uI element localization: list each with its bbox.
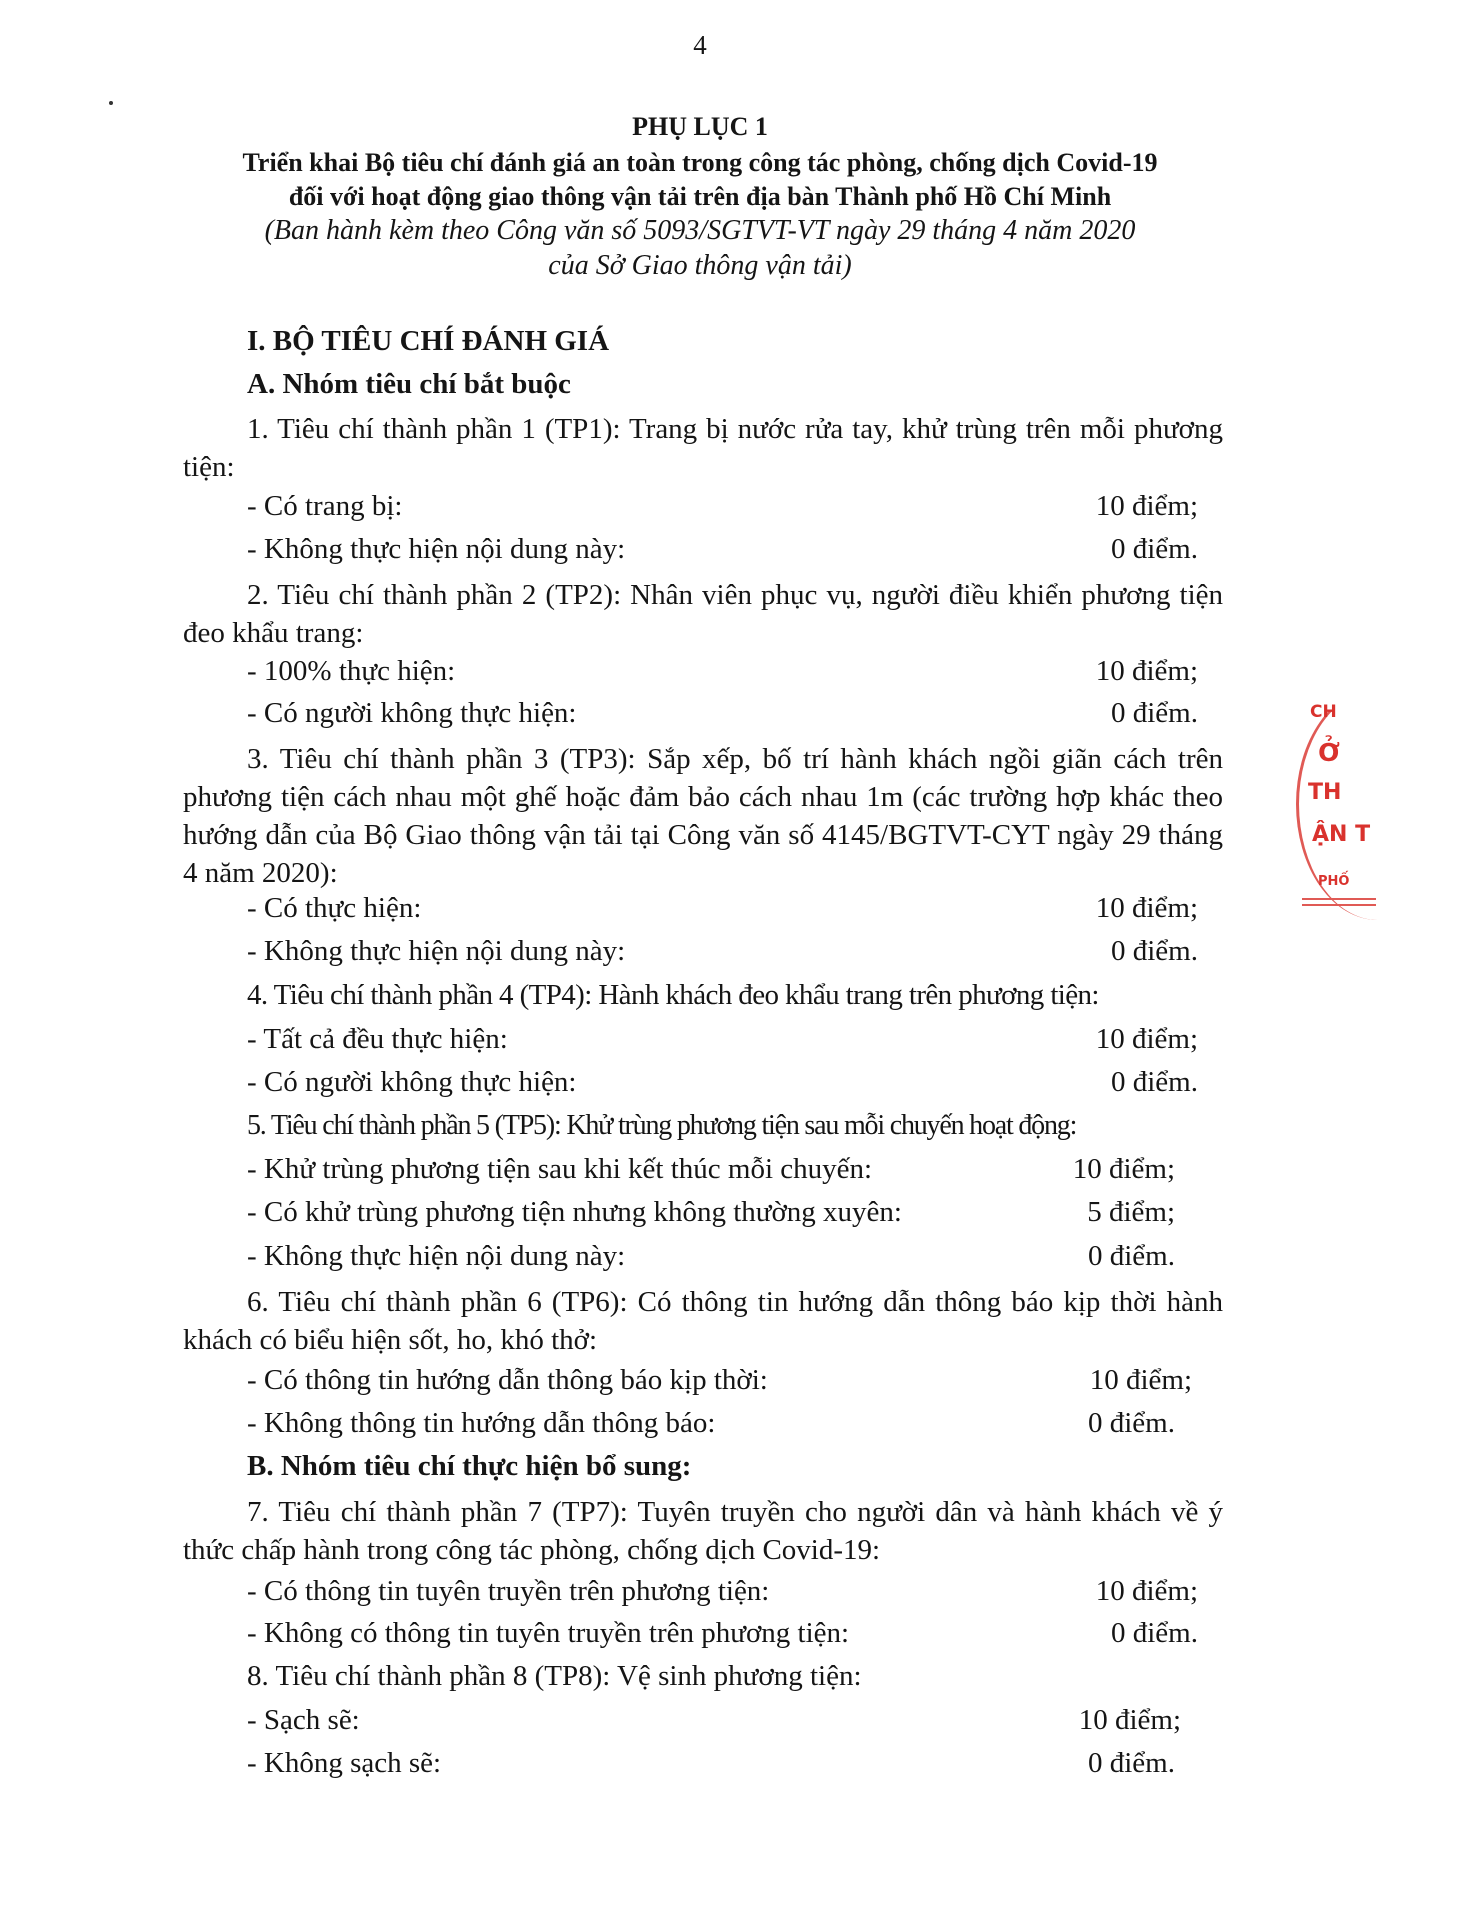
criterion-2-points-1: 10 điểm; (1095, 655, 1198, 687)
criterion-2-option-2: - Có người không thực hiện: (247, 697, 577, 729)
criterion-1-points-1: 10 điểm; (1095, 490, 1198, 522)
seal-text-fragment-5: PHỐ (1318, 874, 1350, 889)
criterion-7-option-1: - Có thông tin tuyên truyền trên phương tiện: (247, 1575, 770, 1607)
criterion-3-option-2: - Không thực hiện nội dung này: (247, 935, 626, 967)
criterion-8-option-1: - Sạch sẽ: (247, 1704, 360, 1736)
criterion-7-points-2: 0 điểm. (1111, 1617, 1198, 1649)
page-number: 4 (693, 30, 707, 60)
criterion-8-points-1: 10 điểm; (1078, 1704, 1181, 1736)
seal-text-fragment-3: TH (1308, 780, 1342, 805)
criterion-8-text: 8. Tiêu chí thành phần 8 (TP8): Vệ sinh phương tiện: (247, 1660, 862, 1692)
criterion-5-text: 5. Tiêu chí thành phần 5 (TP5): Khử trùng phương tiện sau mỗi chuyến hoạt động: (247, 1110, 1077, 1141)
criterion-1-text: 1. Tiêu chí thành phần 1 (TP1): Trang bị nước rửa tay, khử trùng trên mỗi phương tiện: (183, 413, 1223, 483)
appendix-subtitle-line1: Triển khai Bộ tiêu chí đánh giá an toàn trong công tác phòng, chống dịch Covid-19 (242, 148, 1158, 177)
criterion-3-points-1: 10 điểm; (1095, 892, 1198, 924)
criterion-7-points-1: 10 điểm; (1095, 1575, 1198, 1607)
criterion-4-option-1: - Tất cả đều thực hiện: (247, 1023, 508, 1055)
official-seal-stamp (1296, 688, 1376, 918)
criterion-3-option-1: - Có thực hiện: (247, 892, 422, 924)
criterion-5-points-1: 10 điểm; (1072, 1153, 1175, 1185)
criterion-6-points-2: 0 điểm. (1088, 1407, 1175, 1439)
seal-text-fragment-1: CH (1310, 702, 1337, 722)
seal-text-fragment-2: Ở (1318, 738, 1340, 767)
scan-speck (109, 101, 113, 105)
criterion-6-points-1: 10 điểm; (1089, 1364, 1192, 1396)
criterion-7-option-2: - Không có thông tin tuyên truyền trên phương tiện: (247, 1617, 850, 1649)
issued-note-line2: của Sở Giao thông vận tải) (548, 250, 852, 281)
seal-rule-2 (1302, 904, 1376, 906)
seal-rule-1 (1302, 898, 1376, 900)
group-b-title: B. Nhóm tiêu chí thực hiện bổ sung: (247, 1450, 692, 1482)
criterion-1-option-1: - Có trang bị: (247, 490, 403, 522)
criterion-4-text: 4. Tiêu chí thành phần 4 (TP4): Hành khách đeo khẩu trang trên phương tiện: (247, 979, 1099, 1011)
criterion-3-points-2: 0 điểm. (1111, 935, 1198, 967)
group-a-title: A. Nhóm tiêu chí bắt buộc (247, 368, 571, 400)
criterion-5-option-3: - Không thực hiện nội dung này: (247, 1240, 626, 1272)
criterion-8-option-2: - Không sạch sẽ: (247, 1747, 442, 1779)
appendix-title: PHỤ LỤC 1 (632, 112, 768, 141)
criterion-4-points-1: 10 điểm; (1095, 1023, 1198, 1055)
criterion-4-option-2: - Có người không thực hiện: (247, 1066, 577, 1098)
criterion-5-option-1: - Khử trùng phương tiện sau khi kết thúc mỗi chuyến: (247, 1153, 873, 1185)
criterion-2-option-1: - 100% thực hiện: (247, 655, 456, 687)
criterion-7-text: 7. Tiêu chí thành phần 7 (TP7): Tuyên truyền cho người dân và hành khách về ý thức chấp hành trong công tác phòng, chống dịch Covid-19: (183, 1496, 1223, 1566)
criterion-1-option-2: - Không thực hiện nội dung này: (247, 533, 626, 565)
criterion-2-text: 2. Tiêu chí thành phần 2 (TP2): Nhân viên phục vụ, người điều khiển phương tiện đeo khẩu trang: (183, 579, 1223, 649)
appendix-subtitle-line2: đối với hoạt động giao thông vận tải trên địa bàn Thành phố Hồ Chí Minh (288, 182, 1112, 211)
criterion-5-points-3: 0 điểm. (1088, 1240, 1175, 1272)
criterion-1-points-2: 0 điểm. (1111, 533, 1198, 565)
section-title: I. BỘ TIÊU CHÍ ĐÁNH GIÁ (247, 325, 610, 357)
criterion-6-option-2: - Không thông tin hướng dẫn thông báo: (247, 1407, 716, 1439)
criterion-2-points-2: 0 điểm. (1111, 697, 1198, 729)
criterion-5-points-2: 5 điểm; (1087, 1196, 1175, 1228)
criterion-8-points-2: 0 điểm. (1088, 1747, 1175, 1779)
criterion-3-text: 3. Tiêu chí thành phần 3 (TP3): Sắp xếp, bố trí hành khách ngồi giãn cách trên phương tiện cách nhau một ghế hoặc đảm bảo cách nhau 1m (các trường hợp khác theo hướng dẫn của Bộ Giao thông vận tải tại Công văn số 4145/BGTVT-CYT ngày 29 tháng 4 năm 2020): (183, 743, 1223, 889)
criterion-4-points-2: 0 điểm. (1111, 1066, 1198, 1098)
criterion-6-option-1: - Có thông tin hướng dẫn thông báo kịp thời: (247, 1364, 768, 1396)
criterion-6-text: 6. Tiêu chí thành phần 6 (TP6): Có thông tin hướng dẫn thông báo kịp thời hành khách có biểu hiện sốt, ho, khó thở: (183, 1286, 1223, 1356)
issued-note-line1: (Ban hành kèm theo Công văn số 5093/SGTVT-VT ngày 29 tháng 4 năm 2020 (264, 215, 1136, 246)
seal-text-fragment-4: ẬN T (1312, 822, 1371, 847)
criterion-5-option-2: - Có khử trùng phương tiện nhưng không thường xuyên: (247, 1196, 902, 1228)
